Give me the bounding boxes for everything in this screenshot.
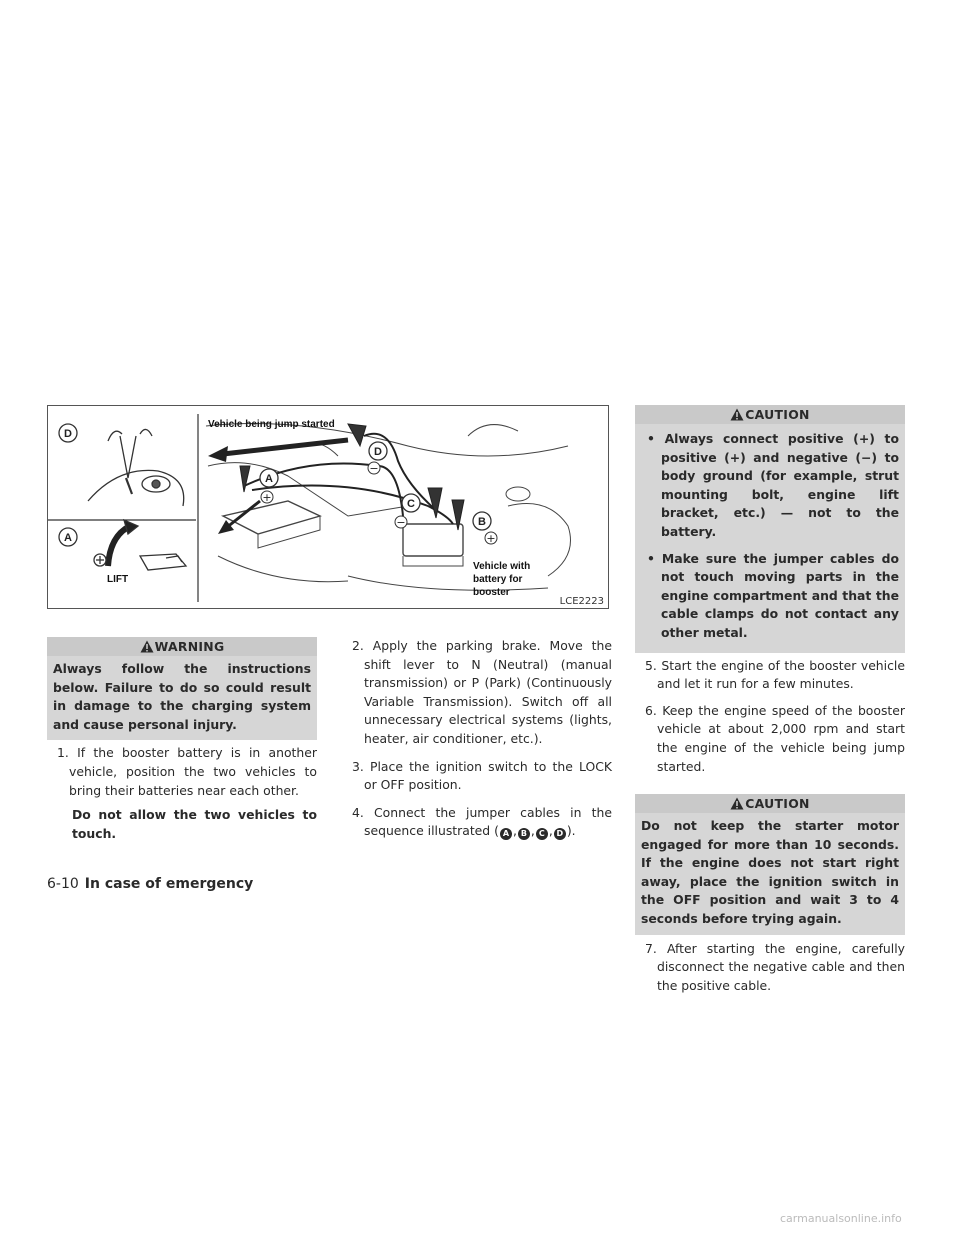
jump-start-illustration xyxy=(47,405,609,609)
callout-d-main xyxy=(369,442,387,460)
inset-lift-cover xyxy=(94,520,186,570)
label-lift: LIFT xyxy=(107,574,129,585)
step-5: 5. Start the engine of the booster vehicle and let it run for a few minutes. xyxy=(645,657,905,692)
mark-a: A xyxy=(500,828,512,840)
right-column xyxy=(635,405,905,995)
plus-mark-b: + xyxy=(486,532,496,545)
mark-c: C xyxy=(536,828,548,840)
engine-bay-drawing xyxy=(48,406,608,608)
svg-text:A: A xyxy=(64,532,72,544)
caution-box-2 xyxy=(635,794,905,935)
caution-triangle-icon xyxy=(730,408,744,421)
svg-text:D: D xyxy=(64,428,72,440)
caution-2-body: Do not keep the starter motor engaged for more than 10 seconds. If the engine does not start right away, place the ignition switch in the OFF position and wait 3 to 4 seconds before trying again. xyxy=(641,818,899,927)
step-7: 7. After starting the engine, carefully disconnect the negative cable and then the positive cable. xyxy=(645,940,905,993)
caution-1-bullet-2: • Make sure the jumper cables do not touch moving parts in the engine compartment and that the cable clamps do not contact any other metal. xyxy=(647,550,899,640)
svg-text:A: A xyxy=(265,473,273,485)
arrow-to-vehicle-jump xyxy=(223,440,348,454)
section-title: In case of emergency xyxy=(84,876,254,892)
svg-text:C: C xyxy=(407,498,415,510)
page-footer xyxy=(47,876,253,892)
caution-1-title: CAUTION xyxy=(635,405,905,424)
plus-mark-a: + xyxy=(262,491,272,504)
figure-code: LCE2223 xyxy=(559,596,604,607)
warning-body: Always follow the instructions below. Failure to do so could result in damage to the charging system and cause personal injury. xyxy=(53,661,311,732)
label-booster-line1: Vehicle with xyxy=(473,561,531,572)
mark-d: D xyxy=(554,828,566,840)
callout-b-main xyxy=(473,512,491,530)
middle-column xyxy=(342,637,612,841)
step-1-note: Do not allow the two vehicles to touch. xyxy=(72,807,317,841)
svg-text:D: D xyxy=(374,446,382,458)
watermark: carmanualsonline.info xyxy=(780,1212,902,1225)
label-vehicle-jump: Vehicle being jump started xyxy=(208,419,335,430)
callout-a-inset xyxy=(59,528,77,546)
label-booster-line3: booster xyxy=(473,587,510,598)
warning-triangle-icon xyxy=(140,640,154,653)
svg-text:B: B xyxy=(478,516,486,528)
step-2: 2. Apply the parking brake. Move the shift lever to N (Neutral) (manual transmission) or P (Park) (Continuously Variable Transmission). Switch off all unnecessary electrical systems (lights, heater, air conditioner, etc.). xyxy=(352,638,612,746)
warning-title: WARNING xyxy=(47,637,317,656)
step-1: 1. If the booster battery is in another vehicle, position the two vehicles to bring their batteries near each other. xyxy=(57,745,317,798)
caution-triangle-icon xyxy=(730,797,744,810)
caution-box-1 xyxy=(635,405,905,653)
inset-ground-clamp xyxy=(88,429,184,506)
page-number: 6-10 xyxy=(47,876,79,892)
step-3: 3. Place the ignition switch to the LOCK or OFF position. xyxy=(352,758,612,793)
caution-1-bullet-1: • Always connect positive (+) to positive (+) and negative (−) to body ground (for example, strut mounting bolt, engine lift bracket, etc.) — not to the battery. xyxy=(647,431,899,539)
minus-mark-d: − xyxy=(369,462,379,475)
callout-a-main xyxy=(260,469,278,487)
step-6: 6. Keep the engine speed of the booster vehicle at about 2,000 rpm and start the engine of the vehicle being jump started. xyxy=(645,702,905,774)
mark-b: B xyxy=(518,828,530,840)
caution-2-title: CAUTION xyxy=(635,794,905,813)
label-booster-line2: battery for xyxy=(473,574,523,585)
minus-mark-c: − xyxy=(396,516,406,529)
callout-d-inset xyxy=(59,424,77,442)
step-4: 4. Connect the jumper cables in the sequence illustrated ( A , B , C , D ). xyxy=(352,804,612,839)
callout-c-main xyxy=(402,494,420,512)
warning-box xyxy=(47,637,317,740)
left-column xyxy=(47,637,317,843)
